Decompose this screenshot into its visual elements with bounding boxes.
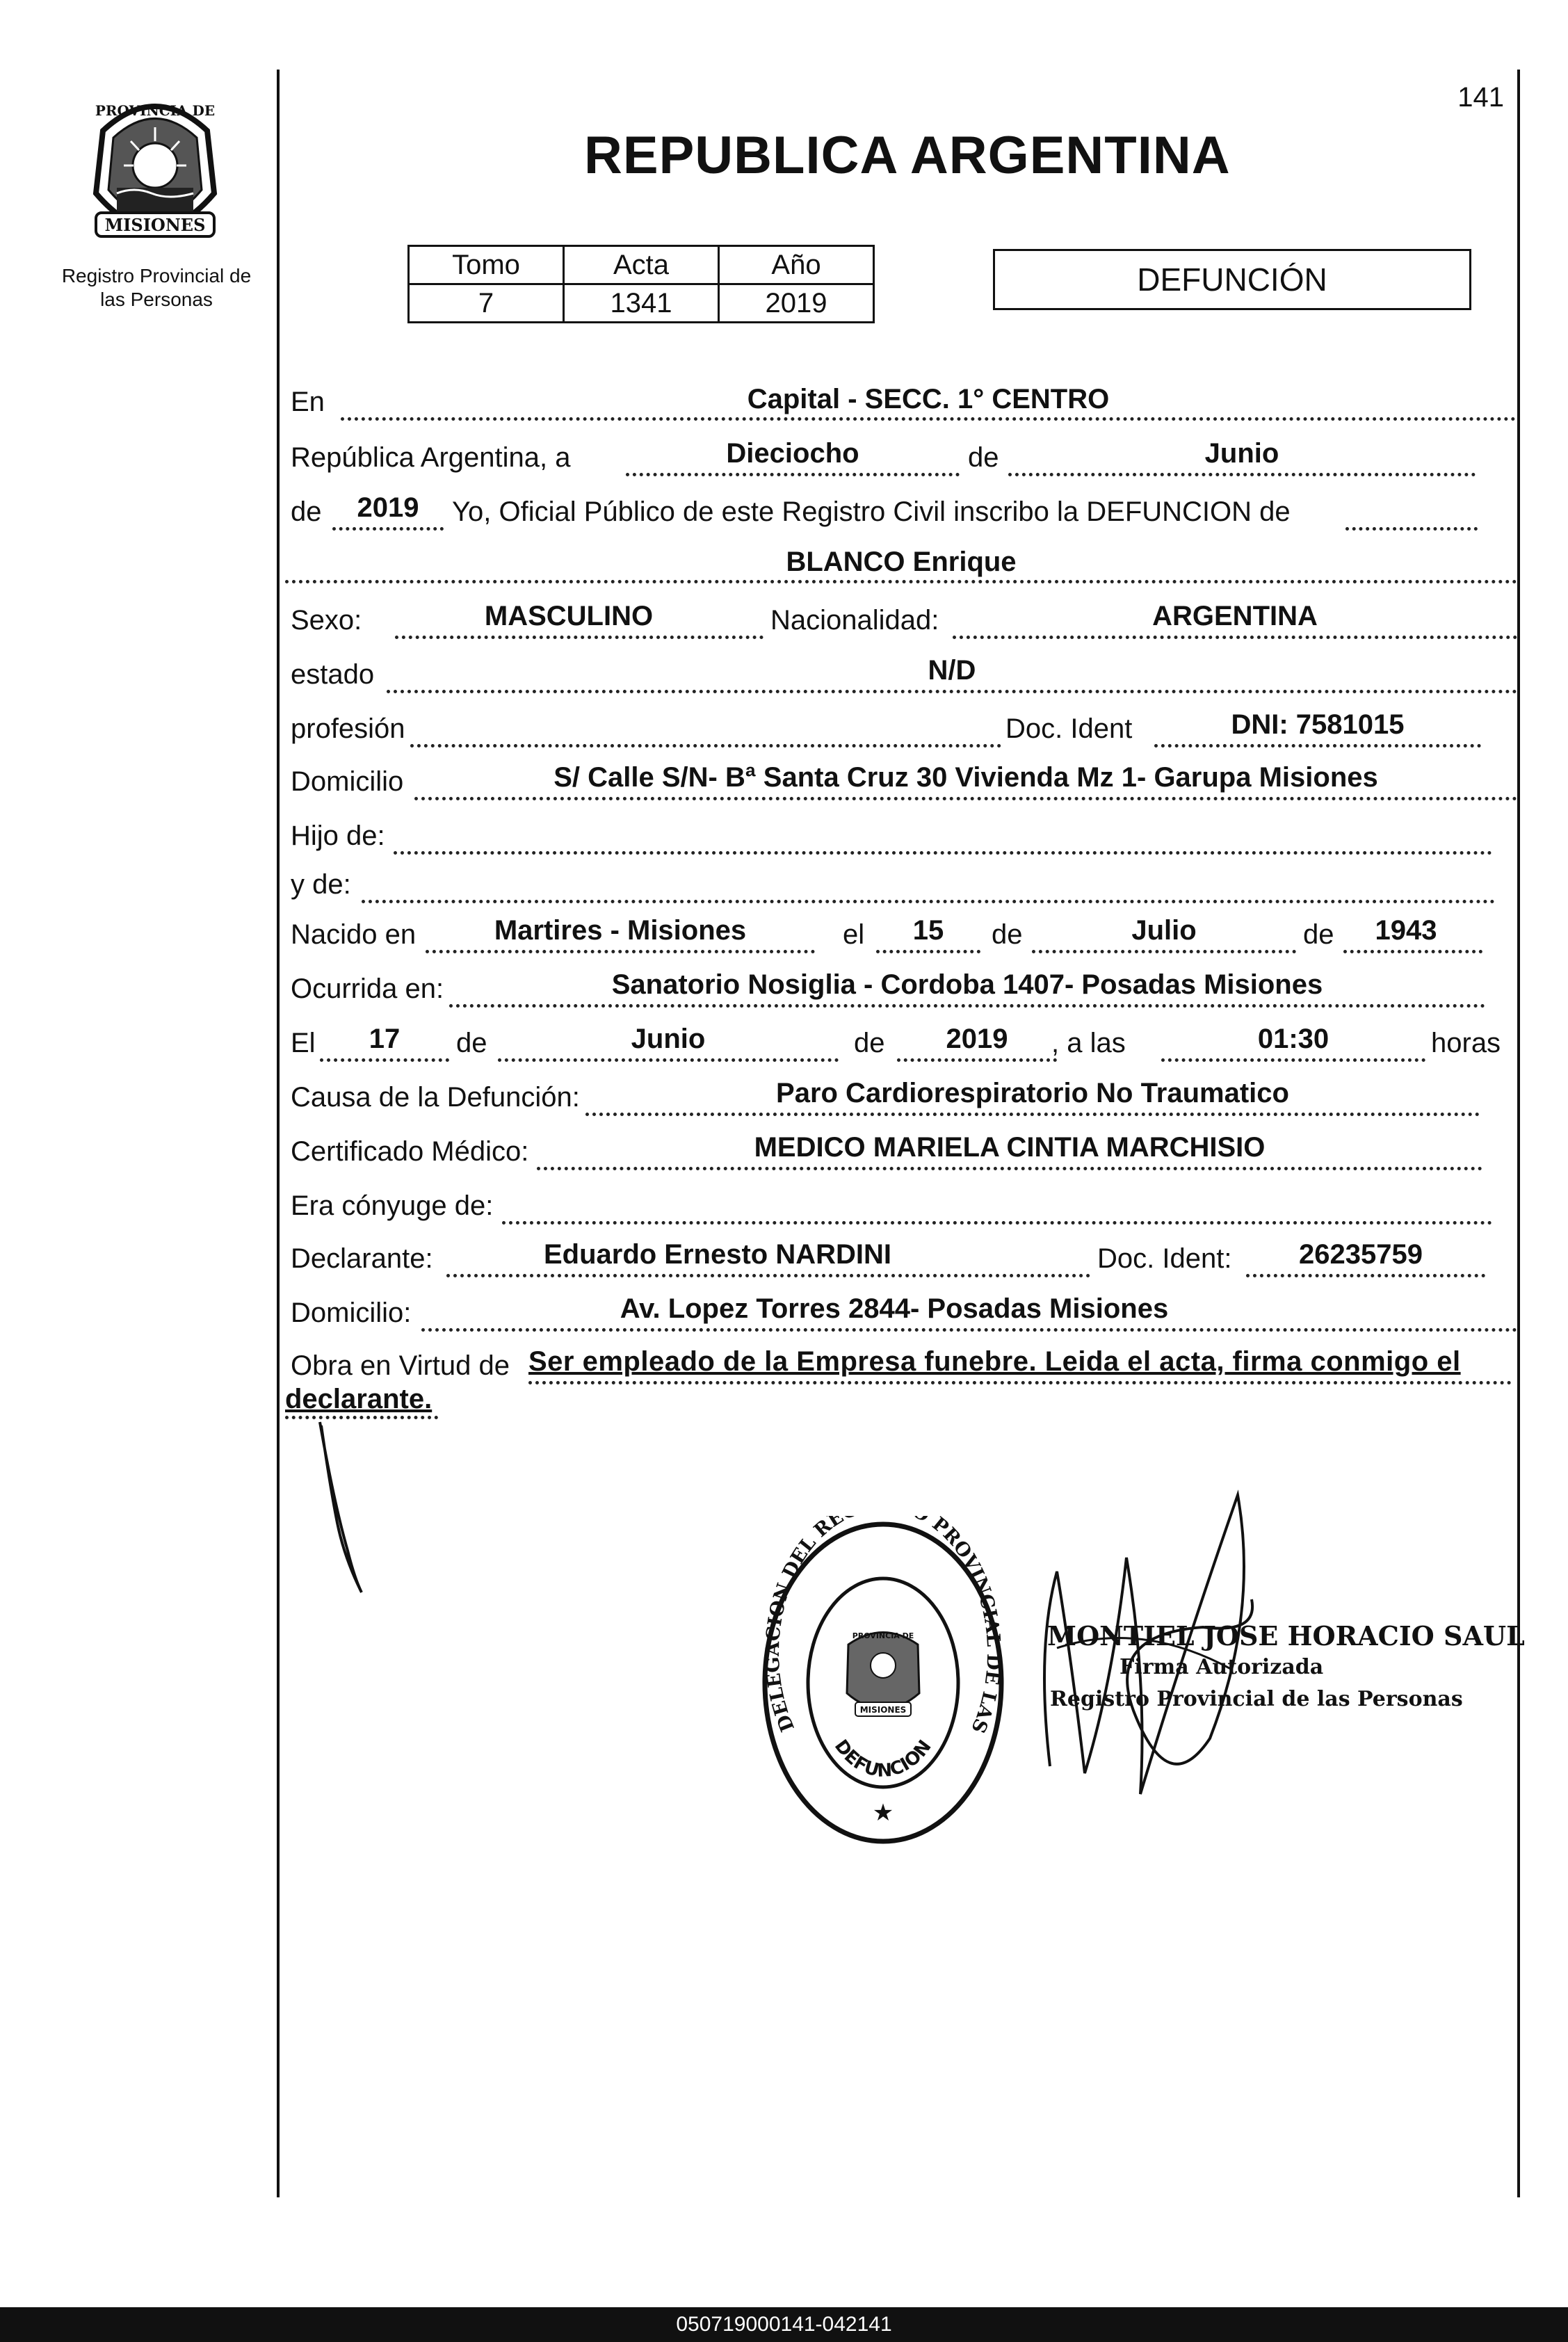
label-profesion: profesión [291, 713, 405, 744]
label-domicilio-declarante: Domicilio: [291, 1298, 412, 1328]
value-nac-anio: 1943 [1375, 915, 1437, 946]
value-def-mes: Junio [631, 1024, 706, 1054]
record-value-tomo: 7 [409, 284, 564, 323]
dots-estado [387, 690, 1517, 693]
footer-barcode-text: 050719000141-042141 [0, 2307, 1568, 2342]
label-de-3: de [992, 919, 1023, 950]
value-causa: Paro Cardiorespiratorio No Traumatico [776, 1078, 1289, 1108]
record-header-anio: Año [719, 246, 874, 284]
dots-sexo [395, 636, 763, 639]
label-de-4: de [1303, 919, 1334, 950]
dots-nac-dia [876, 950, 980, 953]
label-el: el [843, 919, 865, 950]
province-seal-icon [75, 89, 235, 249]
registry-caption-line1: Registro Provincial de [61, 265, 252, 286]
value-dia-letras: Dieciocho [726, 438, 859, 469]
dots-def-mes [498, 1058, 839, 1062]
dots-anio [332, 527, 444, 531]
label-de-1: de [968, 442, 999, 473]
dots-dia [626, 473, 960, 476]
dots-def-anio [897, 1058, 1057, 1062]
label-republica: República Argentina, a [291, 442, 571, 473]
value-def-anio: 2019 [946, 1024, 1008, 1054]
value-anio: 2019 [357, 492, 419, 523]
official-stamp [758, 1516, 1008, 1850]
stamp-crest-icon [847, 1633, 919, 1717]
value-mes: Junio [1204, 438, 1279, 469]
label-doc-ident-declarante: Doc. Ident: [1097, 1243, 1232, 1274]
label-de-2: de [291, 496, 322, 527]
label-declarante: Declarante: [291, 1243, 433, 1274]
value-obra-line1: Ser empleado de la Empresa funebre. Leida el acta, firma conmigo el [528, 1346, 1461, 1377]
value-nacionalidad: ARGENTINA [1152, 601, 1318, 631]
seal-bottom-label: MISIONES [104, 215, 206, 235]
value-nacido-en: Martires - Misiones [494, 915, 747, 946]
value-estado: N/D [928, 655, 976, 686]
label-certificado: Certificado Médico: [291, 1136, 529, 1167]
label-nacido-en: Nacido en [291, 919, 417, 950]
dots-domicilio [414, 797, 1517, 800]
dots-hijo-de [394, 851, 1492, 855]
value-hora: 01:30 [1257, 1024, 1329, 1054]
value-lugar: Capital - SECC. 1° CENTRO [747, 384, 1110, 414]
left-margin-rule [277, 70, 280, 2197]
stamp-center-bottom: MISIONES [859, 1705, 907, 1715]
registry-caption [42, 264, 271, 312]
label-de-6: de [854, 1028, 885, 1058]
record-table [407, 245, 875, 323]
registry-caption-line2: las Personas [100, 289, 213, 310]
record-value-acta: 1341 [564, 284, 719, 323]
value-ocurrida-en: Sanatorio Nosiglia - Cordoba 1407- Posadas Misiones [611, 969, 1323, 1000]
dots-lugar [341, 417, 1516, 421]
value-certificado: MEDICO MARIELA CINTIA MARCHISIO [754, 1132, 1266, 1163]
label-yo: Yo, Oficial Público de este Registro Civil inscribo la DEFUNCION de [452, 496, 1291, 527]
label-sexo: Sexo: [291, 605, 362, 636]
value-declarante-doc: 26235759 [1299, 1239, 1423, 1270]
label-conyuge: Era cónyuge de: [291, 1190, 494, 1221]
label-el-cap: El [291, 1028, 316, 1058]
dots-doc-ident [1154, 744, 1481, 748]
label-nacionalidad: Nacionalidad: [770, 605, 939, 636]
dots-causa [585, 1113, 1480, 1116]
label-a-las: , a las [1051, 1028, 1126, 1058]
dots-obra-line1 [528, 1381, 1512, 1384]
value-nombre: BLANCO Enrique [786, 547, 1017, 577]
dots-ocurrida-en [449, 1004, 1485, 1008]
dots-nacionalidad [953, 636, 1517, 639]
label-de-5: de [456, 1028, 487, 1058]
label-horas: horas [1431, 1028, 1501, 1058]
stamp-inner-text: DEFUNCION [830, 1736, 936, 1782]
label-hijo-de: Hijo de: [291, 821, 385, 851]
dots-certificado [537, 1167, 1482, 1170]
dots-nombre [285, 580, 1517, 583]
dots-def-dia [320, 1058, 449, 1062]
value-nac-dia: 15 [912, 915, 944, 946]
value-declarante: Eduardo Ernesto NARDINI [543, 1239, 892, 1270]
stamp-center-top: PROVINCIA DE [852, 1631, 914, 1640]
value-obra-line2: declarante. [285, 1384, 433, 1414]
record-value-anio: 2019 [719, 284, 874, 323]
dots-yo-tail [1345, 527, 1478, 531]
label-causa: Causa de la Defunción: [291, 1082, 580, 1113]
value-sexo: MASCULINO [484, 601, 654, 631]
dots-declarante-doc [1246, 1274, 1485, 1277]
seal-top-label: PROVINCIA DE [95, 102, 216, 119]
dots-nacido-en [426, 950, 815, 953]
value-declarante-domicilio: Av. Lopez Torres 2844- Posadas Misiones [620, 1293, 1169, 1324]
stamp-star-icon: ★ [872, 1800, 894, 1826]
label-en: En [291, 387, 325, 417]
page-title: REPUBLICA ARGENTINA [584, 126, 1231, 185]
label-y-de: y de: [291, 869, 351, 900]
record-header-tomo: Tomo [409, 246, 564, 284]
dots-profesion [410, 744, 1001, 748]
signatory-office: Registro Provincial de las Personas [1050, 1687, 1463, 1711]
right-margin-rule [1517, 70, 1520, 2197]
label-ocurrida-en: Ocurrida en: [291, 974, 444, 1004]
signatory-role: Firma Autorizada [1120, 1655, 1324, 1679]
value-def-dia: 17 [369, 1024, 401, 1054]
dots-y-de [362, 900, 1495, 903]
label-estado: estado [291, 659, 375, 690]
label-doc-ident: Doc. Ident [1005, 713, 1133, 744]
stamp-outer-text: DELEGACION DEL RE PROVINCIAL DE LAS [761, 1516, 1005, 1736]
closing-stroke-mark [313, 1419, 369, 1599]
value-domicilio: S/ Calle S/N- Bª Santa Cruz 30 Vivienda Mz 1- Garupa Misiones [553, 762, 1378, 793]
signatory-name: MONTIEL JOSE HORACIO SAUL [1047, 1620, 1525, 1651]
value-doc-ident: DNI: 7581015 [1231, 709, 1405, 740]
page-number: 141 [1457, 82, 1504, 113]
dots-mes [1008, 473, 1476, 476]
value-nac-mes: Julio [1131, 915, 1197, 946]
record-header-acta: Acta [564, 246, 719, 284]
dots-nac-anio [1343, 950, 1482, 953]
dots-declarante-domicilio [421, 1328, 1517, 1332]
label-domicilio: Domicilio [291, 766, 404, 797]
dots-declarante [446, 1274, 1090, 1277]
dots-conyuge [502, 1221, 1492, 1225]
document-type-box: DEFUNCIÓN [993, 249, 1471, 310]
dots-nac-mes [1032, 950, 1296, 953]
dots-hora [1161, 1058, 1425, 1062]
label-obra-en-virtud: Obra en Virtud de [291, 1350, 510, 1381]
